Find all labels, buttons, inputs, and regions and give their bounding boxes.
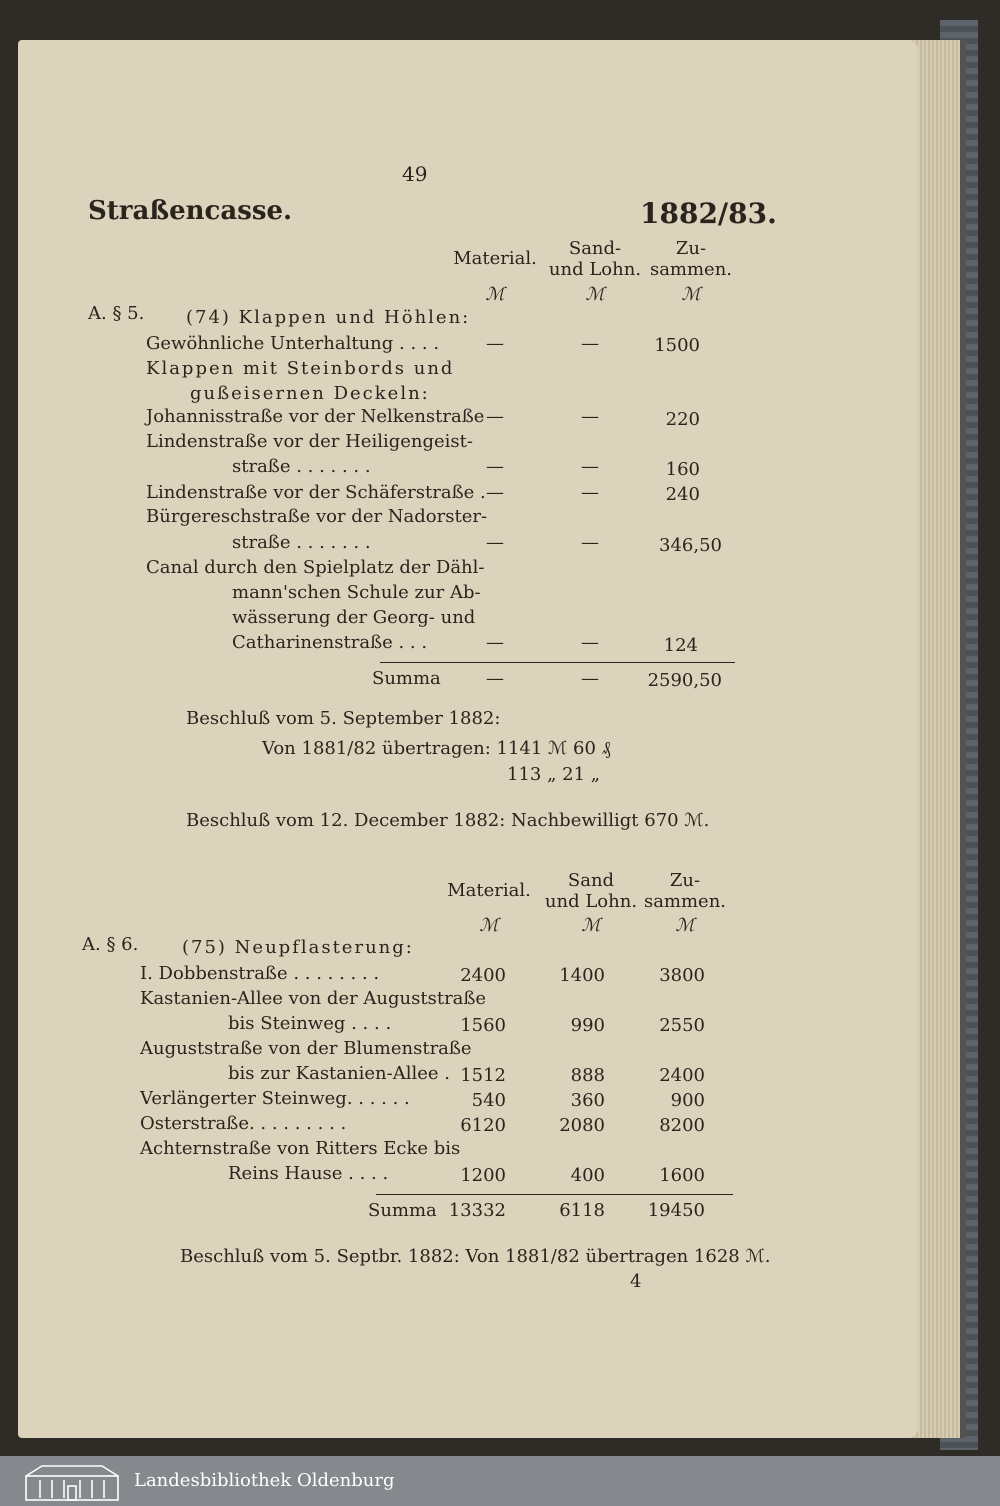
cell-material: — bbox=[486, 406, 504, 427]
summa-label: Summa bbox=[368, 1200, 437, 1221]
cell-sand: — bbox=[581, 333, 599, 354]
row-label: Osterstraße. . . . . . . . . bbox=[140, 1113, 347, 1134]
summa-material: — bbox=[486, 668, 504, 689]
cell-material: 1560 bbox=[460, 1015, 506, 1036]
unit-sand: ℳ bbox=[585, 284, 605, 305]
cell-total: 2550 bbox=[659, 1015, 705, 1036]
cell-total: 220 bbox=[665, 409, 700, 430]
row-label: straße . . . . . . . bbox=[232, 532, 371, 553]
sum-rule bbox=[376, 1194, 733, 1195]
col-header-sand-line2: und Lohn. bbox=[544, 891, 638, 912]
signature-mark: 4 bbox=[630, 1271, 642, 1292]
cell-total: 1600 bbox=[659, 1165, 705, 1186]
row-label: straße . . . . . . . bbox=[232, 456, 371, 477]
row-label: Canal durch den Spielplatz der Dähl- bbox=[146, 557, 485, 578]
col-header-material: Material. bbox=[453, 248, 537, 269]
sum-rule bbox=[380, 662, 735, 663]
col-header-sand-line1: Sand- bbox=[568, 238, 622, 259]
cell-total: 2400 bbox=[659, 1065, 705, 1086]
cell-sand: — bbox=[581, 406, 599, 427]
section-title: (75) Neupflasterung: bbox=[182, 937, 414, 958]
row-label: bis Steinweg . . . . bbox=[228, 1013, 392, 1034]
library-footer bbox=[0, 1456, 1000, 1506]
row-label: Verlängerter Steinweg. . . . . . bbox=[140, 1088, 410, 1109]
row-label: I. Dobbenstraße . . . . . . . . bbox=[140, 963, 380, 984]
section-paragraph: A. § 6. bbox=[82, 934, 139, 955]
col-header-total-line2: sammen. bbox=[649, 259, 733, 280]
cell-material: 6120 bbox=[460, 1115, 506, 1136]
summa-material: 13332 bbox=[448, 1200, 506, 1221]
summa-total: 2590,50 bbox=[647, 670, 722, 691]
row-label: mann'schen Schule zur Ab- bbox=[232, 582, 481, 603]
row-label: Bürgereschstraße vor der Nadorster- bbox=[146, 506, 488, 527]
cell-total: 346,50 bbox=[659, 535, 722, 556]
row-label: Reins Hause . . . . bbox=[228, 1163, 389, 1184]
cell-sand: 990 bbox=[570, 1015, 605, 1036]
cell-material: — bbox=[486, 482, 504, 503]
row-label: Johannisstraße vor der Nelkenstraße bbox=[146, 406, 485, 427]
col-header-total-line1: Zu- bbox=[669, 870, 701, 891]
row-label: Auguststraße von der Blumenstraße bbox=[140, 1038, 472, 1059]
cell-material: — bbox=[486, 456, 504, 477]
cell-total: 160 bbox=[665, 459, 700, 480]
col-header-sand-line1: Sand bbox=[567, 870, 615, 891]
cell-material: 1200 bbox=[460, 1165, 506, 1186]
row-label: Lindenstraße vor der Schäferstraße . bbox=[146, 482, 486, 503]
running-head-title: Straßencasse. bbox=[88, 196, 293, 226]
cell-total: 8200 bbox=[659, 1115, 705, 1136]
col-header-total-line1: Zu- bbox=[675, 238, 707, 259]
cell-total: 240 bbox=[665, 484, 700, 505]
cell-material: — bbox=[486, 333, 504, 354]
resolution-note: Beschluß vom 12. December 1882: Nachbewilligt 670 ℳ. bbox=[186, 810, 710, 831]
cell-total: 124 bbox=[663, 635, 698, 656]
section-paragraph: A. § 5. bbox=[88, 303, 145, 324]
section-title: (74) Klappen und Höhlen: bbox=[186, 307, 471, 328]
cell-sand: — bbox=[581, 482, 599, 503]
cell-total: 3800 bbox=[659, 965, 705, 986]
col-header-sand-line2: und Lohn. bbox=[548, 259, 642, 280]
summa-total: 19450 bbox=[647, 1200, 705, 1221]
summa-sand: 6118 bbox=[559, 1200, 605, 1221]
cell-sand: 2080 bbox=[559, 1115, 605, 1136]
row-label: wässerung der Georg- und bbox=[232, 607, 476, 628]
page-number: 49 bbox=[402, 162, 428, 186]
summa-label: Summa bbox=[372, 668, 441, 689]
col-header-total-line2: sammen. bbox=[643, 891, 727, 912]
unit-material: ℳ bbox=[479, 915, 499, 936]
unit-total: ℳ bbox=[681, 284, 701, 305]
cell-total: 900 bbox=[670, 1090, 705, 1111]
row-label: Kastanien-Allee von der Auguststraße bbox=[140, 988, 487, 1009]
cell-material: 2400 bbox=[460, 965, 506, 986]
library-name: Landesbibliothek Oldenburg bbox=[134, 1470, 395, 1491]
resolution-note: Von 1881/82 übertragen: 1141 ℳ 60 ₰ bbox=[262, 738, 611, 759]
unit-sand: ℳ bbox=[581, 915, 601, 936]
col-header-material: Material. bbox=[447, 880, 531, 901]
cell-sand: 1400 bbox=[559, 965, 605, 986]
unit-total: ℳ bbox=[675, 915, 695, 936]
cell-material: 540 bbox=[471, 1090, 506, 1111]
resolution-note: 113 „ 21 „ bbox=[507, 764, 601, 785]
cell-material: 1512 bbox=[460, 1065, 506, 1086]
unit-material: ℳ bbox=[485, 284, 505, 305]
cell-sand: 360 bbox=[570, 1090, 605, 1111]
cell-sand: — bbox=[581, 632, 599, 653]
summa-sand: — bbox=[581, 668, 599, 689]
row-label: bis zur Kastanien-Allee . bbox=[228, 1063, 450, 1084]
library-building-icon bbox=[22, 1460, 122, 1502]
resolution-note: Beschluß vom 5. September 1882: bbox=[186, 708, 501, 729]
row-label: Achternstraße von Ritters Ecke bis bbox=[140, 1138, 461, 1159]
cell-material: — bbox=[486, 532, 504, 553]
cell-sand: — bbox=[581, 456, 599, 477]
row-label: Gewöhnliche Unterhaltung . . . . bbox=[146, 333, 440, 354]
running-head-year: 1882/83. bbox=[640, 197, 777, 230]
row-label: gußeisernen Deckeln: bbox=[190, 383, 430, 404]
resolution-note: Beschluß vom 5. Septbr. 1882: Von 1881/82 übertragen 1628 ℳ. bbox=[180, 1246, 771, 1267]
row-label: Catharinenstraße . . . bbox=[232, 632, 428, 653]
cell-material: — bbox=[486, 632, 504, 653]
row-label: Lindenstraße vor der Heiligengeist- bbox=[146, 431, 473, 452]
row-label: Klappen mit Steinbords und bbox=[146, 358, 455, 379]
cell-sand: 888 bbox=[570, 1065, 605, 1086]
cell-total: 1500 bbox=[654, 335, 700, 356]
cell-sand: 400 bbox=[570, 1165, 605, 1186]
cell-sand: — bbox=[581, 532, 599, 553]
